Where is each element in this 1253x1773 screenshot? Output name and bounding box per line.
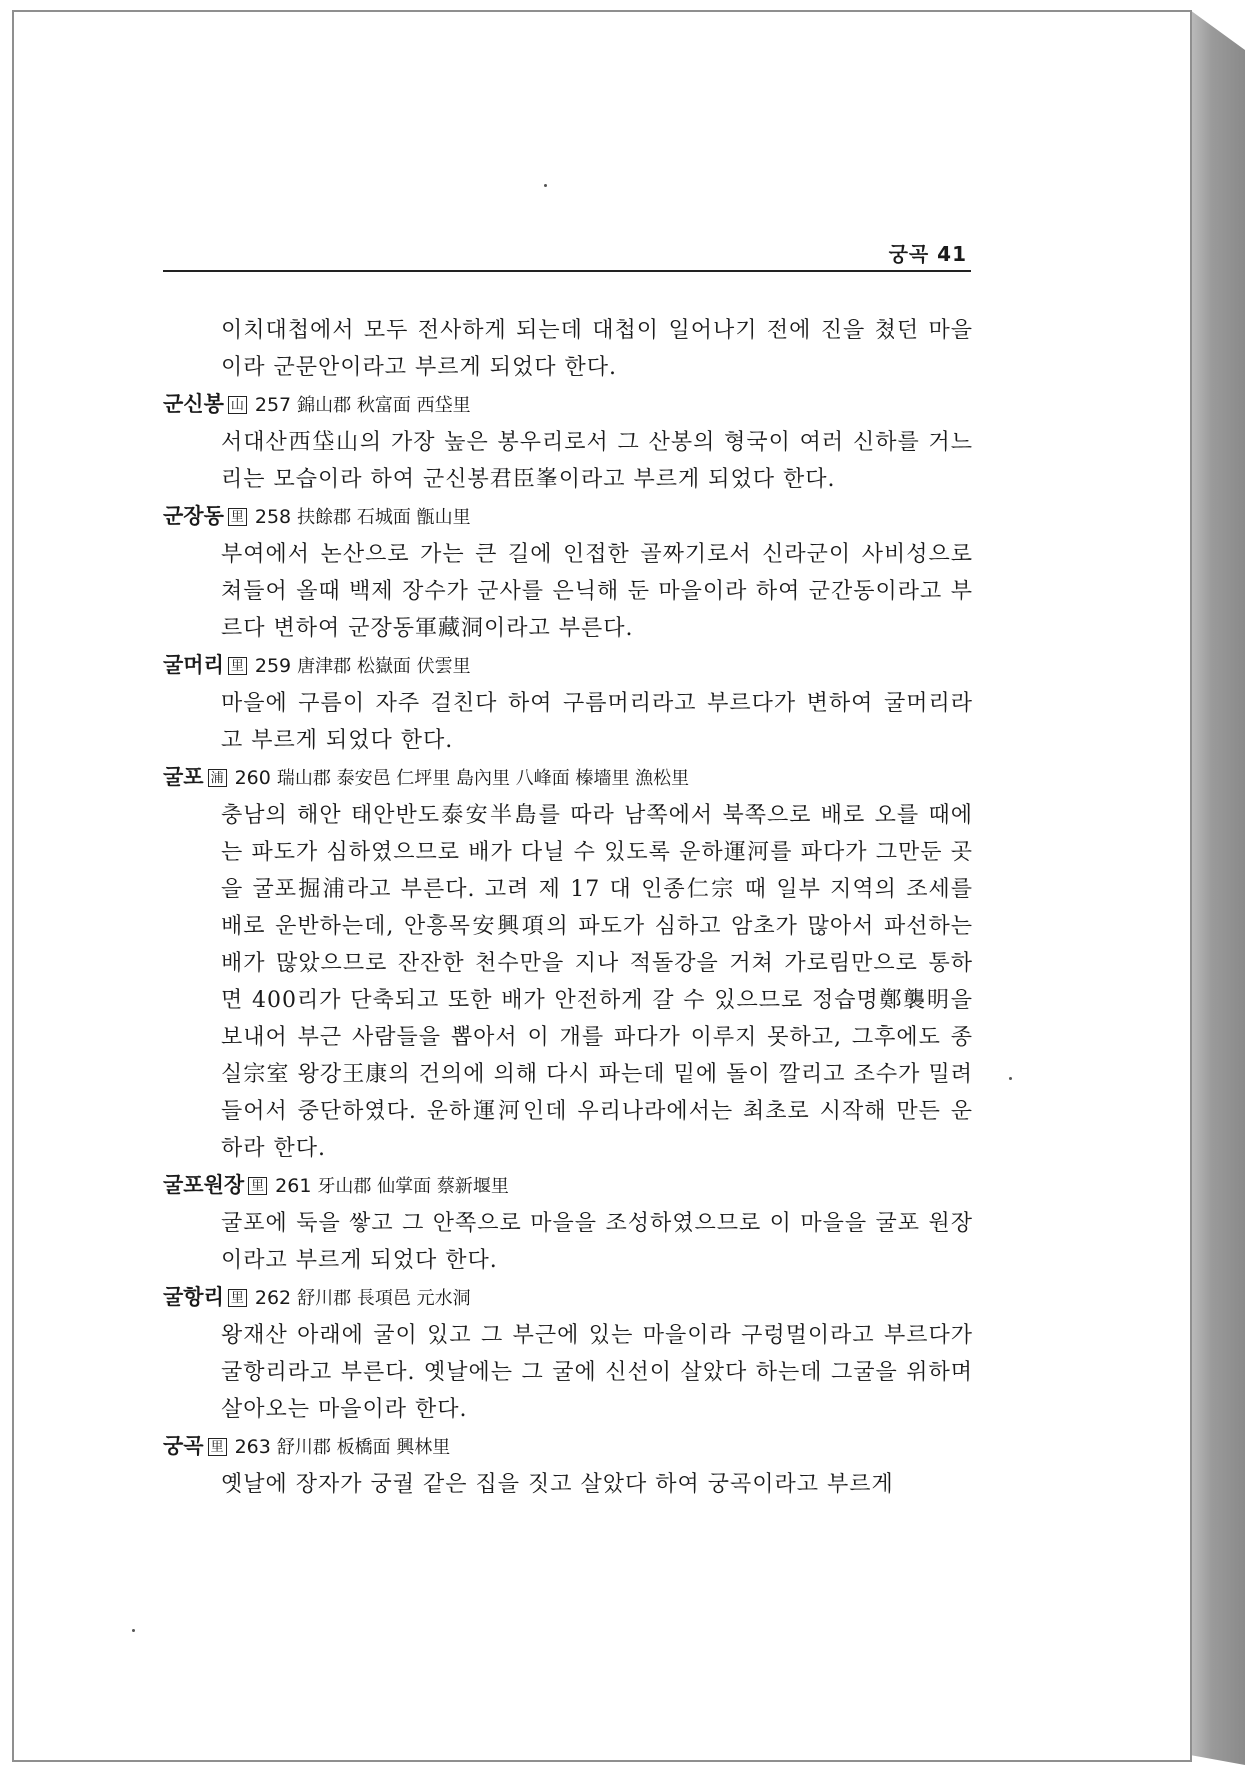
entry-gulhangri bbox=[163, 1279, 973, 1428]
entry-gulpo-wonjang bbox=[163, 1167, 973, 1279]
entry-description: 서대산西垈山의 가장 높은 봉우리로서 그 산봉의 형국이 여러 신하를 거느리는 모습이라 하여 군신봉君臣峯이라고 부르게 되었다 한다. bbox=[221, 430, 973, 492]
entry-gunggok bbox=[163, 1428, 973, 1503]
entry-gulpo bbox=[163, 759, 973, 1167]
entry-number: 259 bbox=[254, 655, 292, 677]
scan-speck bbox=[132, 1629, 135, 1632]
entry-location: 舒川郡 板橋面 興林里 bbox=[276, 1437, 451, 1458]
entry-description: 왕재산 아래에 굴이 있고 그 부근에 있는 마을이라 구렁멀이라고 부르다가 굴항리라고 부른다. 옛날에는 그 굴에 신선이 살았다 하는데 그굴을 위하며 살아오는 마을이라 한다. bbox=[221, 1323, 973, 1422]
entry-heading bbox=[163, 498, 973, 536]
entry-heading bbox=[163, 1428, 973, 1466]
category-tag: 里 bbox=[228, 657, 247, 675]
entry-term: 굴항리 bbox=[163, 1285, 224, 1309]
scan-speck bbox=[544, 184, 547, 187]
entry-description: 옛날에 장자가 궁궐 같은 집을 짓고 살았다 하여 궁곡이라고 부르게 bbox=[221, 1472, 894, 1497]
entry-location: 牙山郡 仙掌面 蔡新堰里 bbox=[317, 1176, 509, 1197]
category-tag: 里 bbox=[208, 1438, 227, 1456]
entry-gunjangdong bbox=[163, 498, 973, 647]
running-head bbox=[163, 240, 971, 272]
scan-speck bbox=[1009, 1077, 1012, 1080]
page-edge-shadow bbox=[1190, 10, 1245, 1765]
entry-heading bbox=[163, 386, 973, 424]
entry-description: 굴포에 둑을 쌓고 그 안쪽으로 마을을 조성하였으므로 이 마을을 굴포 원장이라고 부르게 되었다 한다. bbox=[221, 1211, 973, 1273]
entry-number: 258 bbox=[254, 506, 292, 528]
entry-description: 충남의 해안 태안반도泰安半島를 따라 남쪽에서 북쪽으로 배로 오를 때에는 파도가 심하였으므로 배가 다닐 수 있도록 운하運河를 파다가 그만둔 곳을 굴포掘浦라고 부른다. 고려 제 17 대 인종仁宗 때 일부 지역의 조세를 배로 운반하는데, 안흥목安興項의 파도가 심하고 암초가 많아서 파선하는 배가 많았으므로 잔잔한 천수만을 지나 적돌강을 거쳐 가로림만으로 통하면 400리가 단축되고 또한 배가 안전하게 갈 수 있으므로 정습명鄭襲明을 보내어 부근 사람들을 뽑아서 이 개를 파다가 이루지 못하고, 그후에도 종실宗室 왕강王康의 건의에 의해 다시 파는데 밑에 돌이 깔리고 조수가 밀려 들어서 중단하였다. 운하運河인데 우리나라에서는 최초로 시작해 만든 운하라 한다. bbox=[221, 803, 973, 1161]
entry-gunsinbong bbox=[163, 386, 973, 498]
entry-number: 257 bbox=[254, 394, 292, 416]
entry-description: 부여에서 논산으로 가는 큰 길에 인접한 골짜기로서 신라군이 사비성으로 쳐들어 올때 백제 장수가 군사를 은닉해 둔 마을이라 하여 군간동이라고 부르다 변하여 군장동軍藏洞이라고 부른다. bbox=[221, 542, 973, 641]
entry-heading bbox=[163, 1279, 973, 1317]
entry-number: 263 bbox=[234, 1436, 271, 1458]
category-tag: 里 bbox=[228, 508, 247, 526]
entry-number: 260 bbox=[234, 767, 271, 789]
entry-gulmeori bbox=[163, 647, 973, 759]
entry-term: 굴머리 bbox=[163, 653, 224, 677]
page-content bbox=[163, 312, 973, 1503]
entry-location: 瑞山郡 泰安邑 仁坪里 島內里 八峰面 榛墻里 漁松里 bbox=[276, 768, 690, 789]
entry-location: 扶餘郡 石城面 甑山里 bbox=[297, 507, 471, 528]
entry-location: 舒川郡 長項邑 元水洞 bbox=[297, 1288, 471, 1309]
entry-heading bbox=[163, 647, 973, 685]
category-tag: 里 bbox=[248, 1177, 267, 1195]
entry-term: 굴포원장 bbox=[163, 1173, 245, 1197]
entry-number: 261 bbox=[275, 1175, 312, 1197]
page-header-text: 궁곡 41 bbox=[888, 242, 967, 266]
entry-heading bbox=[163, 1167, 973, 1205]
category-tag: 浦 bbox=[208, 769, 227, 787]
lead-paragraph: 이치대첩에서 모두 전사하게 되는데 대첩이 일어나기 전에 진을 쳤던 마을이라 군문안이라고 부르게 되었다 한다. bbox=[221, 318, 973, 380]
entry-heading bbox=[163, 759, 973, 797]
entry-term: 군신봉 bbox=[163, 392, 224, 416]
entry-location: 唐津郡 松嶽面 伏雲里 bbox=[297, 656, 471, 677]
category-tag: 山 bbox=[228, 396, 247, 414]
entry-term: 군장동 bbox=[163, 504, 224, 528]
entry-term: 굴포 bbox=[163, 765, 204, 789]
category-tag: 里 bbox=[228, 1289, 247, 1307]
entry-description: 마을에 구름이 자주 걸친다 하여 구름머리라고 부르다가 변하여 굴머리라고 부르게 되었다 한다. bbox=[221, 691, 973, 753]
entry-term: 궁곡 bbox=[163, 1434, 204, 1458]
entry-number: 262 bbox=[254, 1287, 292, 1309]
entry-location: 錦山郡 秋富面 西垈里 bbox=[297, 395, 471, 416]
